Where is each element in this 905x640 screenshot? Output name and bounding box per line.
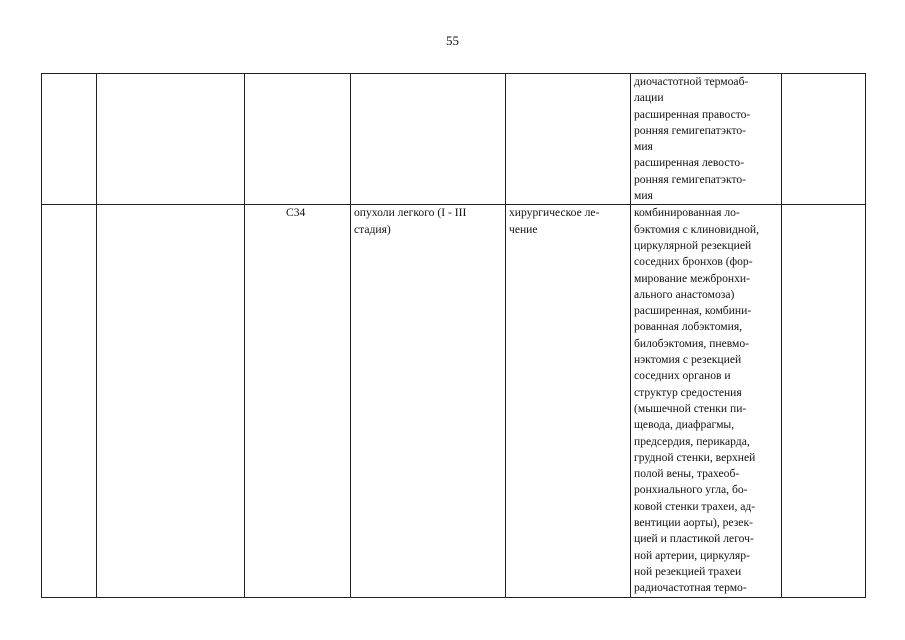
method-line: мия xyxy=(634,140,653,154)
method-line: нэктомия с резекцией xyxy=(634,353,742,367)
method-line: ной резекцией трахеи xyxy=(634,564,742,578)
method-line: мия xyxy=(634,189,653,203)
method-line: диочастотной термоаб- xyxy=(634,75,749,88)
method-line: соседних органов и xyxy=(634,369,731,383)
method-line: полой вены, трахеоб- xyxy=(634,467,740,481)
method-line: радиочастотная термо- xyxy=(634,581,747,595)
method-line: (мышечной стенки пи- xyxy=(634,401,747,415)
cell-diagnosis xyxy=(351,74,506,205)
treatment-line: хирургическое ле- xyxy=(509,206,600,220)
method-line: рованная лобэктомия, xyxy=(634,320,743,334)
method-line: бэктомия с клиновидной, xyxy=(634,222,759,236)
method-line: щевода, диафрагмы, xyxy=(634,418,735,432)
cell-code xyxy=(245,205,351,597)
diagnosis-line: опухоли легкого (I - III xyxy=(354,206,467,220)
method-line: ронняя гемигепатэкто- xyxy=(634,172,747,186)
method-line: мирование межбронхи- xyxy=(634,271,750,285)
cell-cost xyxy=(782,74,866,205)
method-line: расширенная, комбини- xyxy=(634,304,752,318)
method-line: вентиции аорты), резек- xyxy=(634,516,753,530)
method-line: ронняя гемигепатэкто- xyxy=(634,123,747,137)
table-row xyxy=(42,74,866,205)
cell-diagnosis xyxy=(351,205,506,597)
method-line: предсердия, перикарда, xyxy=(634,434,750,448)
cell-cost xyxy=(782,205,866,597)
cell-method xyxy=(631,205,782,597)
method-line: ального анастомоза) xyxy=(634,287,735,301)
treatment-line: чение xyxy=(509,222,538,236)
method-line: структур средостения xyxy=(634,385,742,399)
method-line: расширенная правосто- xyxy=(634,107,751,121)
method-line: соседних бронхов (фор- xyxy=(634,255,753,269)
medical-care-table xyxy=(41,73,866,598)
cell-method xyxy=(631,74,782,205)
method-line: ной артерии, циркуляр- xyxy=(634,548,750,562)
cell-treatment xyxy=(506,205,631,597)
diagnosis-line: стадия) xyxy=(354,222,391,236)
cell-number xyxy=(42,205,97,597)
method-line: ронхиального угла, бо- xyxy=(634,483,748,497)
method-line: билобэктомия, пневмо- xyxy=(634,336,750,350)
icd-code: C34 xyxy=(286,206,306,220)
method-line: ковой стенки трахеи, ад- xyxy=(634,499,756,513)
table-row xyxy=(42,205,866,597)
method-line: лации xyxy=(634,91,664,105)
page-number: 55 xyxy=(446,33,459,48)
cell-profile xyxy=(97,74,245,205)
method-line: грудной стенки, верхней xyxy=(634,450,756,464)
cell-profile xyxy=(97,205,245,597)
cell-treatment xyxy=(506,74,631,205)
method-line: циркулярной резекцией xyxy=(634,238,752,252)
method-line: цией и пластикой легоч- xyxy=(634,532,754,546)
method-line: комбинированная ло- xyxy=(634,206,740,220)
cell-code xyxy=(245,74,351,205)
cell-number xyxy=(42,74,97,205)
method-line: расширенная левосто- xyxy=(634,156,745,170)
